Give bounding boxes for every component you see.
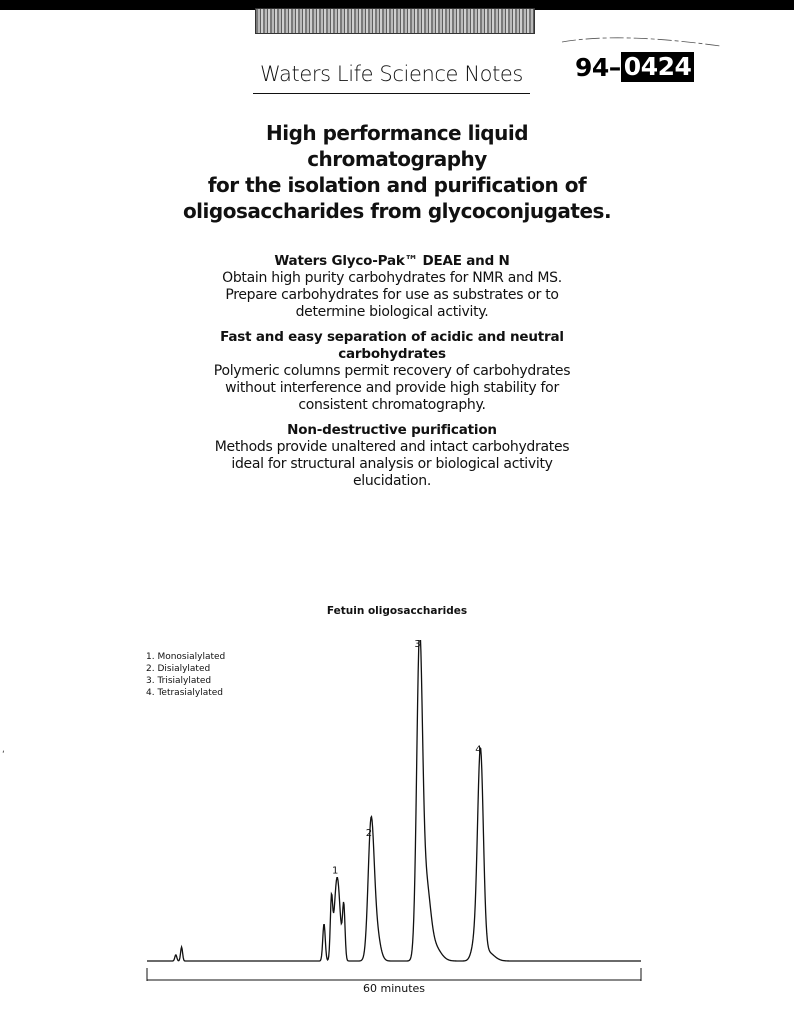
brand-title: Waters Life Science Notes: [260, 62, 523, 86]
document-number: [575, 52, 694, 82]
legend-item: 2. Disialylated: [146, 664, 211, 674]
header-image-strip: [255, 8, 535, 34]
feature-fast-separation: [180, 329, 604, 414]
time-axis: [147, 968, 641, 995]
feature-line: without interference and provide high stability for: [225, 380, 559, 396]
peak-label: 1: [332, 865, 339, 877]
title-line: High performance liquid: [265, 121, 529, 145]
title-line: chromatography: [307, 147, 487, 171]
feature-list: [180, 253, 604, 498]
document-number-box: 0424: [621, 52, 695, 82]
chromatogram: [0, 640, 794, 1000]
stamp-curve-line: [560, 30, 730, 50]
legend-item: 3. Trisialylated: [146, 676, 212, 686]
page-title: [150, 120, 644, 224]
axis-label: 60 minutes: [362, 982, 426, 995]
feature-line: elucidation.: [352, 473, 432, 489]
feature-heading: Non-destructive purification: [287, 422, 497, 438]
legend-item: 1. Monosialylated: [146, 652, 226, 662]
feature-line: Methods provide unaltered and intact carbohydrates: [214, 439, 570, 455]
peak-label: 3: [414, 640, 421, 650]
legend-item: 4. Tetrasialylated: [146, 688, 224, 698]
feature-line: ideal for structural analysis or biological activity: [231, 456, 553, 472]
brand-underline: [253, 93, 530, 94]
feature-glyco-pak: [180, 253, 604, 321]
chromatogram-trace: [147, 640, 641, 961]
feature-heading: Fast and easy separation of acidic and neutral: [220, 329, 564, 345]
title-line: oligosaccharides from glycoconjugates.: [182, 199, 612, 223]
feature-line: consistent chromatography.: [298, 397, 486, 413]
margin-mark: ‘: [2, 750, 5, 760]
document-number-prefix: 94–: [575, 52, 621, 82]
feature-line: Polymeric columns permit recovery of carbohydrates: [213, 363, 571, 379]
feature-line: Prepare carbohydrates for use as substrates or to: [225, 287, 559, 303]
title-line: for the isolation and purification of: [207, 173, 587, 197]
peak-labels: [332, 640, 482, 876]
feature-heading: carbohydrates: [338, 346, 446, 362]
peak-label: 4: [475, 744, 482, 756]
feature-heading: Waters Glyco-Pak™ DEAE and N: [274, 253, 510, 269]
chart-title: Fetuin oligosaccharides: [326, 605, 468, 617]
feature-line: determine biological activity.: [295, 304, 489, 320]
feature-non-destructive: [180, 422, 604, 490]
feature-line: Obtain high purity carbohydrates for NMR and MS.: [222, 270, 562, 286]
peak-label: 2: [365, 828, 373, 840]
